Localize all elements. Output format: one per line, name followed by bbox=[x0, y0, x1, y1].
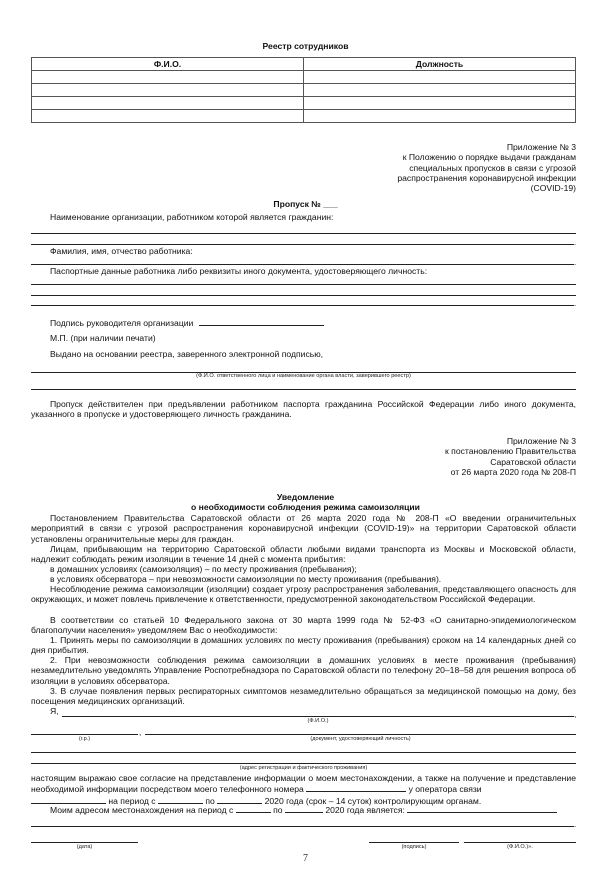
notice-paragraph-2: Лицам, прибывающим на территорию Саратовской области любыми видами транспорта из Москвы и Московской области, надлежит соблюдать режим изоляции в течение 14 дней с момента прибытия: bbox=[31, 544, 576, 565]
issuer-field-line-2[interactable] bbox=[31, 389, 576, 390]
table-cell[interactable] bbox=[304, 97, 576, 110]
address-field-line-2[interactable] bbox=[31, 763, 576, 764]
phone-number-field[interactable] bbox=[306, 783, 406, 792]
period: . bbox=[574, 238, 577, 247]
org-field-line-2[interactable] bbox=[31, 244, 574, 245]
org-label: Наименование организации, работником которой является гражданин: bbox=[50, 212, 334, 222]
appendix-line: специальных пропусков в связи с угрозой bbox=[409, 162, 576, 173]
appendix-line: Приложение № 3 bbox=[506, 142, 576, 152]
signature-field[interactable] bbox=[199, 317, 324, 326]
registry-table bbox=[31, 57, 576, 123]
location-address-field-line-2[interactable] bbox=[31, 826, 574, 827]
address-to-field[interactable] bbox=[285, 804, 323, 813]
appendix-line: от 26 марта 2020 года № 208-П bbox=[450, 466, 576, 477]
notice-point-2: 2. При невозможности соблюдения режима самоизоляции в домашних условиях в месте проживания (пребывания) незамедлительно уведомлять Управление Роспотребнадзора по Саратовской области по телефону 20–18–58 для решения вопроса об изоляции в условиях обсерватора. bbox=[31, 655, 576, 686]
notice-point-1: 1. Принять меры по самоизоляции в домашних условиях по месту проживания (пребывания) сроком на 14 календарных дней со дня прибытия. bbox=[31, 635, 576, 656]
passport-field-line-2[interactable] bbox=[31, 295, 576, 296]
address-text-3: 2020 года является: bbox=[325, 805, 405, 815]
period: . bbox=[574, 820, 577, 829]
date-field-line[interactable] bbox=[31, 842, 138, 843]
consent-text-1: настоящим выражаю свое согласие на представление информации о моем местонахождении, а также на получение и представление необходимой информации посредством моего телефонного номера bbox=[31, 773, 576, 795]
notice-paragraph-1: Постановлением Правительства Саратовской области от 26 марта 2020 года № 208-П «О введении ограничительных мероприятий в связи с угрозой распространения коронавирусной инфекции (COVID-19)» на территории Саратовской области установлены ограничительные меры для граждан. bbox=[31, 513, 576, 544]
fio-signature-caption: (Ф.И.О.)». bbox=[507, 844, 533, 850]
fio-caption: (Ф.И.О.) bbox=[307, 718, 329, 724]
issued-label: Выдано на основании реестра, заверенного электронной подписью, bbox=[50, 349, 324, 359]
appendix-line: к постановлению Правительства bbox=[445, 446, 576, 457]
table-cell[interactable] bbox=[304, 71, 576, 84]
table-row bbox=[32, 71, 576, 84]
notice-item-home: в домашних условиях (самоизоляция) – по месту проживания (пребывания); bbox=[50, 564, 357, 574]
passport-label: Паспортные данные работника либо реквизиты иного документа, удостоверяющего личность: bbox=[50, 266, 428, 276]
comma: , bbox=[139, 728, 142, 737]
notice-point-3: 3. В случае появления первых респираторных симптомов незамедлительно обращаться за медицинской помощью на дому, без посещения медицинских организаций. bbox=[31, 686, 576, 707]
address-caption: (адрес регистрации и фактического проживания) bbox=[239, 765, 368, 771]
date-caption: (дата) bbox=[76, 844, 93, 850]
notice-paragraph-4: В соответствии со статьей 10 Федерального закона от 30 марта 1999 года № 52-ФЗ «О санитарно-эпидемиологическом благополучии населения» уведомляем Вас о необходимости: bbox=[31, 615, 576, 636]
operator-field[interactable] bbox=[31, 795, 106, 804]
table-cell[interactable] bbox=[32, 71, 304, 84]
fio-field-line[interactable] bbox=[62, 716, 574, 717]
passport-field-line-3[interactable] bbox=[31, 305, 574, 306]
name-label: Фамилия, имя, отчество работника: bbox=[50, 246, 193, 256]
appendix-line: (COVID-19) bbox=[530, 183, 576, 194]
table-cell[interactable] bbox=[32, 97, 304, 110]
address-field-line-1[interactable] bbox=[31, 752, 576, 753]
org-field-line-1[interactable] bbox=[31, 233, 576, 234]
location-address-field[interactable] bbox=[407, 804, 557, 813]
appendix-line: к Положению о порядке выдачи гражданам bbox=[402, 152, 576, 163]
period-from-field[interactable] bbox=[158, 795, 203, 804]
table-cell[interactable] bbox=[32, 110, 304, 123]
registry-title: Реестр сотрудников bbox=[262, 41, 349, 51]
consent-paragraph bbox=[31, 773, 576, 806]
birth-year-field-line[interactable] bbox=[31, 734, 138, 735]
comma: , bbox=[574, 710, 577, 719]
pass-validity-text: Пропуск действителен при предъявлении работником паспорта гражданина Российской Федерации либо иного документа, указанного в пропуске и удостоверяющего личность гражданина. bbox=[31, 399, 576, 420]
passport-field-line-1[interactable] bbox=[31, 284, 576, 285]
fio-signature-field-line[interactable] bbox=[464, 842, 576, 843]
signature-label bbox=[50, 317, 324, 328]
id-document-caption: (документ, удостоверяющий личность) bbox=[310, 736, 411, 742]
notice-title: Уведомление bbox=[276, 492, 335, 502]
address-from-field[interactable] bbox=[236, 804, 271, 813]
consent-text-3: на период с bbox=[108, 795, 156, 806]
table-row bbox=[32, 110, 576, 123]
appendix-header-1 bbox=[276, 142, 576, 193]
address-period-line bbox=[50, 804, 576, 815]
table-row bbox=[32, 84, 576, 97]
appendix-line: Саратовской области bbox=[490, 456, 576, 467]
page-number: 7 bbox=[303, 853, 308, 864]
birth-year-caption: (г.р.) bbox=[78, 736, 91, 742]
address-text-1: Моим адресом местонахождения на период с bbox=[50, 805, 234, 815]
table-header-row bbox=[32, 58, 576, 71]
ya-label: Я, bbox=[50, 706, 59, 716]
stamp-label: М.П. (при наличии печати) bbox=[50, 333, 156, 343]
appendix-header-2 bbox=[276, 436, 576, 477]
notice-subtitle: о необходимости соблюдения режима самоизоляции bbox=[191, 502, 420, 512]
notice-item-observator: в условиях обсерватора – при невозможности самоизоляции по месту проживания (пребывания). bbox=[50, 574, 442, 584]
column-header-position: Должность bbox=[304, 58, 576, 71]
consent-text-2: у оператора связи bbox=[408, 784, 482, 795]
table-row bbox=[32, 97, 576, 110]
notice-paragraph-3: Несоблюдение режима самоизоляции (изоляции) создает угрозу распространения заболевания, представляющего опасность для окружающих, и может повлечь привлечение к ответственности, предусмотренной законодательством Российской Федерации. bbox=[31, 584, 576, 605]
pass-title: Пропуск № ___ bbox=[273, 199, 338, 209]
consent-text-4: по bbox=[205, 795, 215, 806]
table-cell[interactable] bbox=[304, 110, 576, 123]
column-header-fio: Ф.И.О. bbox=[32, 58, 304, 71]
table-cell[interactable] bbox=[304, 84, 576, 97]
period-to-field[interactable] bbox=[217, 795, 262, 804]
address-text-2: по bbox=[273, 805, 283, 815]
period: . bbox=[574, 258, 577, 267]
name-field-line[interactable] bbox=[31, 264, 574, 265]
signature-field-line[interactable] bbox=[369, 842, 459, 843]
consent-text-5: 2020 года (срок – 14 суток) контролирующим органам. bbox=[264, 795, 482, 806]
table-cell[interactable] bbox=[32, 84, 304, 97]
id-document-field-line[interactable] bbox=[145, 734, 576, 735]
appendix-line: распространения коронавирусной инфекции bbox=[397, 172, 576, 183]
signature-label-text: Подпись руководителя организации bbox=[50, 318, 194, 328]
appendix-line: Приложение № 3 bbox=[506, 436, 576, 446]
issuer-caption: (Ф.И.О. ответственного лица и наименование органа власти, заверившего реестр) bbox=[196, 373, 411, 379]
period: . bbox=[574, 299, 577, 308]
signature-caption: (подпись) bbox=[401, 844, 427, 850]
